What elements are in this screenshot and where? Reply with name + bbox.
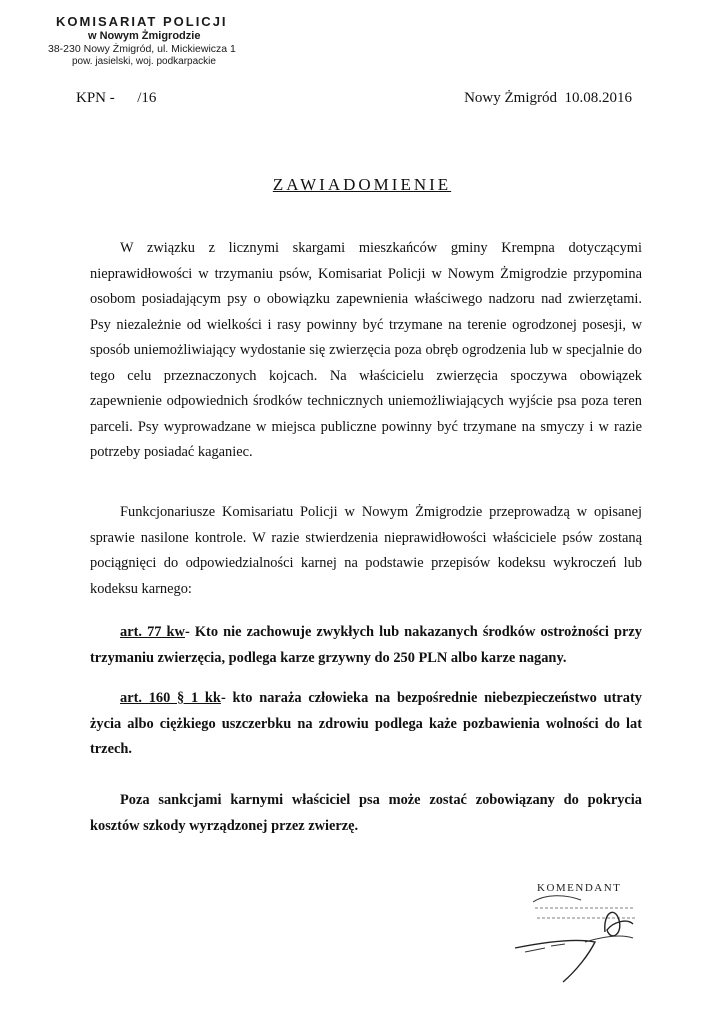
handwritten-signature (485, 872, 655, 992)
article-text: - Kto nie zachowuje zwykłych lub nakazanych środków ostrożności przy trzymaniu zwierzęcia, podlega karze grzywny do 250 PLN albo karze nagany. (90, 624, 642, 666)
closing-paragraph: Poza sankcjami karnymi właściciel psa może zostać zobowiązany do pokrycia kosztów szkody wyrządzonej przez zwierzę. (90, 792, 642, 834)
place-date: Nowy Żmigród 10.08.2016 (464, 90, 632, 106)
article-160-kk (90, 686, 642, 763)
document-title: ZAWIADOMIENIE (272, 175, 452, 194)
stamp-line-2: w Nowym Żmigrodzie (88, 30, 201, 42)
stamp-line-4: pow. jasielski, woj. podkarpackie (72, 56, 216, 67)
article-77-kw (90, 620, 642, 671)
stamp-line-1: KOMISARIAT POLICJI (56, 14, 228, 29)
paragraph-controls: Funkcjonariusze Komisariatu Policji w Nowym Żmigrodzie przeprowadzą w opisanej sprawie nasilone kontrole. W razie stwierdzenia nieprawidłowości właściciele psów zostaną pociągnięci do odpowiedzialności karnej na podstawie przepisów kodeksu wykroczeń lub kodeksu karnego: (90, 504, 642, 597)
signature-title: KOMENDANT (537, 882, 622, 894)
article-ref: art. 160 § 1 kk (120, 690, 221, 706)
paragraph-notice: W związku z licznymi skargami mieszkańców gminy Krempna dotyczącymi nieprawidłowości w trzymaniu psów, Komisariat Policji w Nowym Żmigrodzie przypomina osobom posiadającym psy o obowiązku zapewnienia właściwego nadzoru nad zwierzętami. Psy niezależnie od wielkości i rasy powinny być trzymane na terenie ogrodzonej posesji, w sposób uniemożliwiający wydostanie się zwierzęcia poza obręb ogrodzenia lub w specjalnie do tego celu przeznaczonych kojcach. Na właścicielu zwierzęcia spoczywa obowiązek zapewnienie odpowiednich środków technicznych uniemożliwiających wyjście psa poza teren parceli. Psy wyprowadzane w miejsca publiczne powinny być trzymane na smyczy i w razie potrzeby posiadać kaganiec. (90, 240, 642, 460)
article-text: - kto naraża człowieka na bezpośrednie niebezpieczeństwo utraty życia albo ciężkiego uszczerbku na zdrowiu podlega każe pozbawienia wolności do lat trzech. (90, 690, 642, 757)
office-stamp (42, 14, 272, 67)
stamp-line-3: 38-230 Nowy Żmigród, ul. Mickiewicza 1 (48, 43, 236, 55)
article-ref: art. 77 kw (120, 624, 185, 640)
case-reference: KPN - /16 (76, 90, 157, 106)
signature-stamp (485, 872, 655, 992)
